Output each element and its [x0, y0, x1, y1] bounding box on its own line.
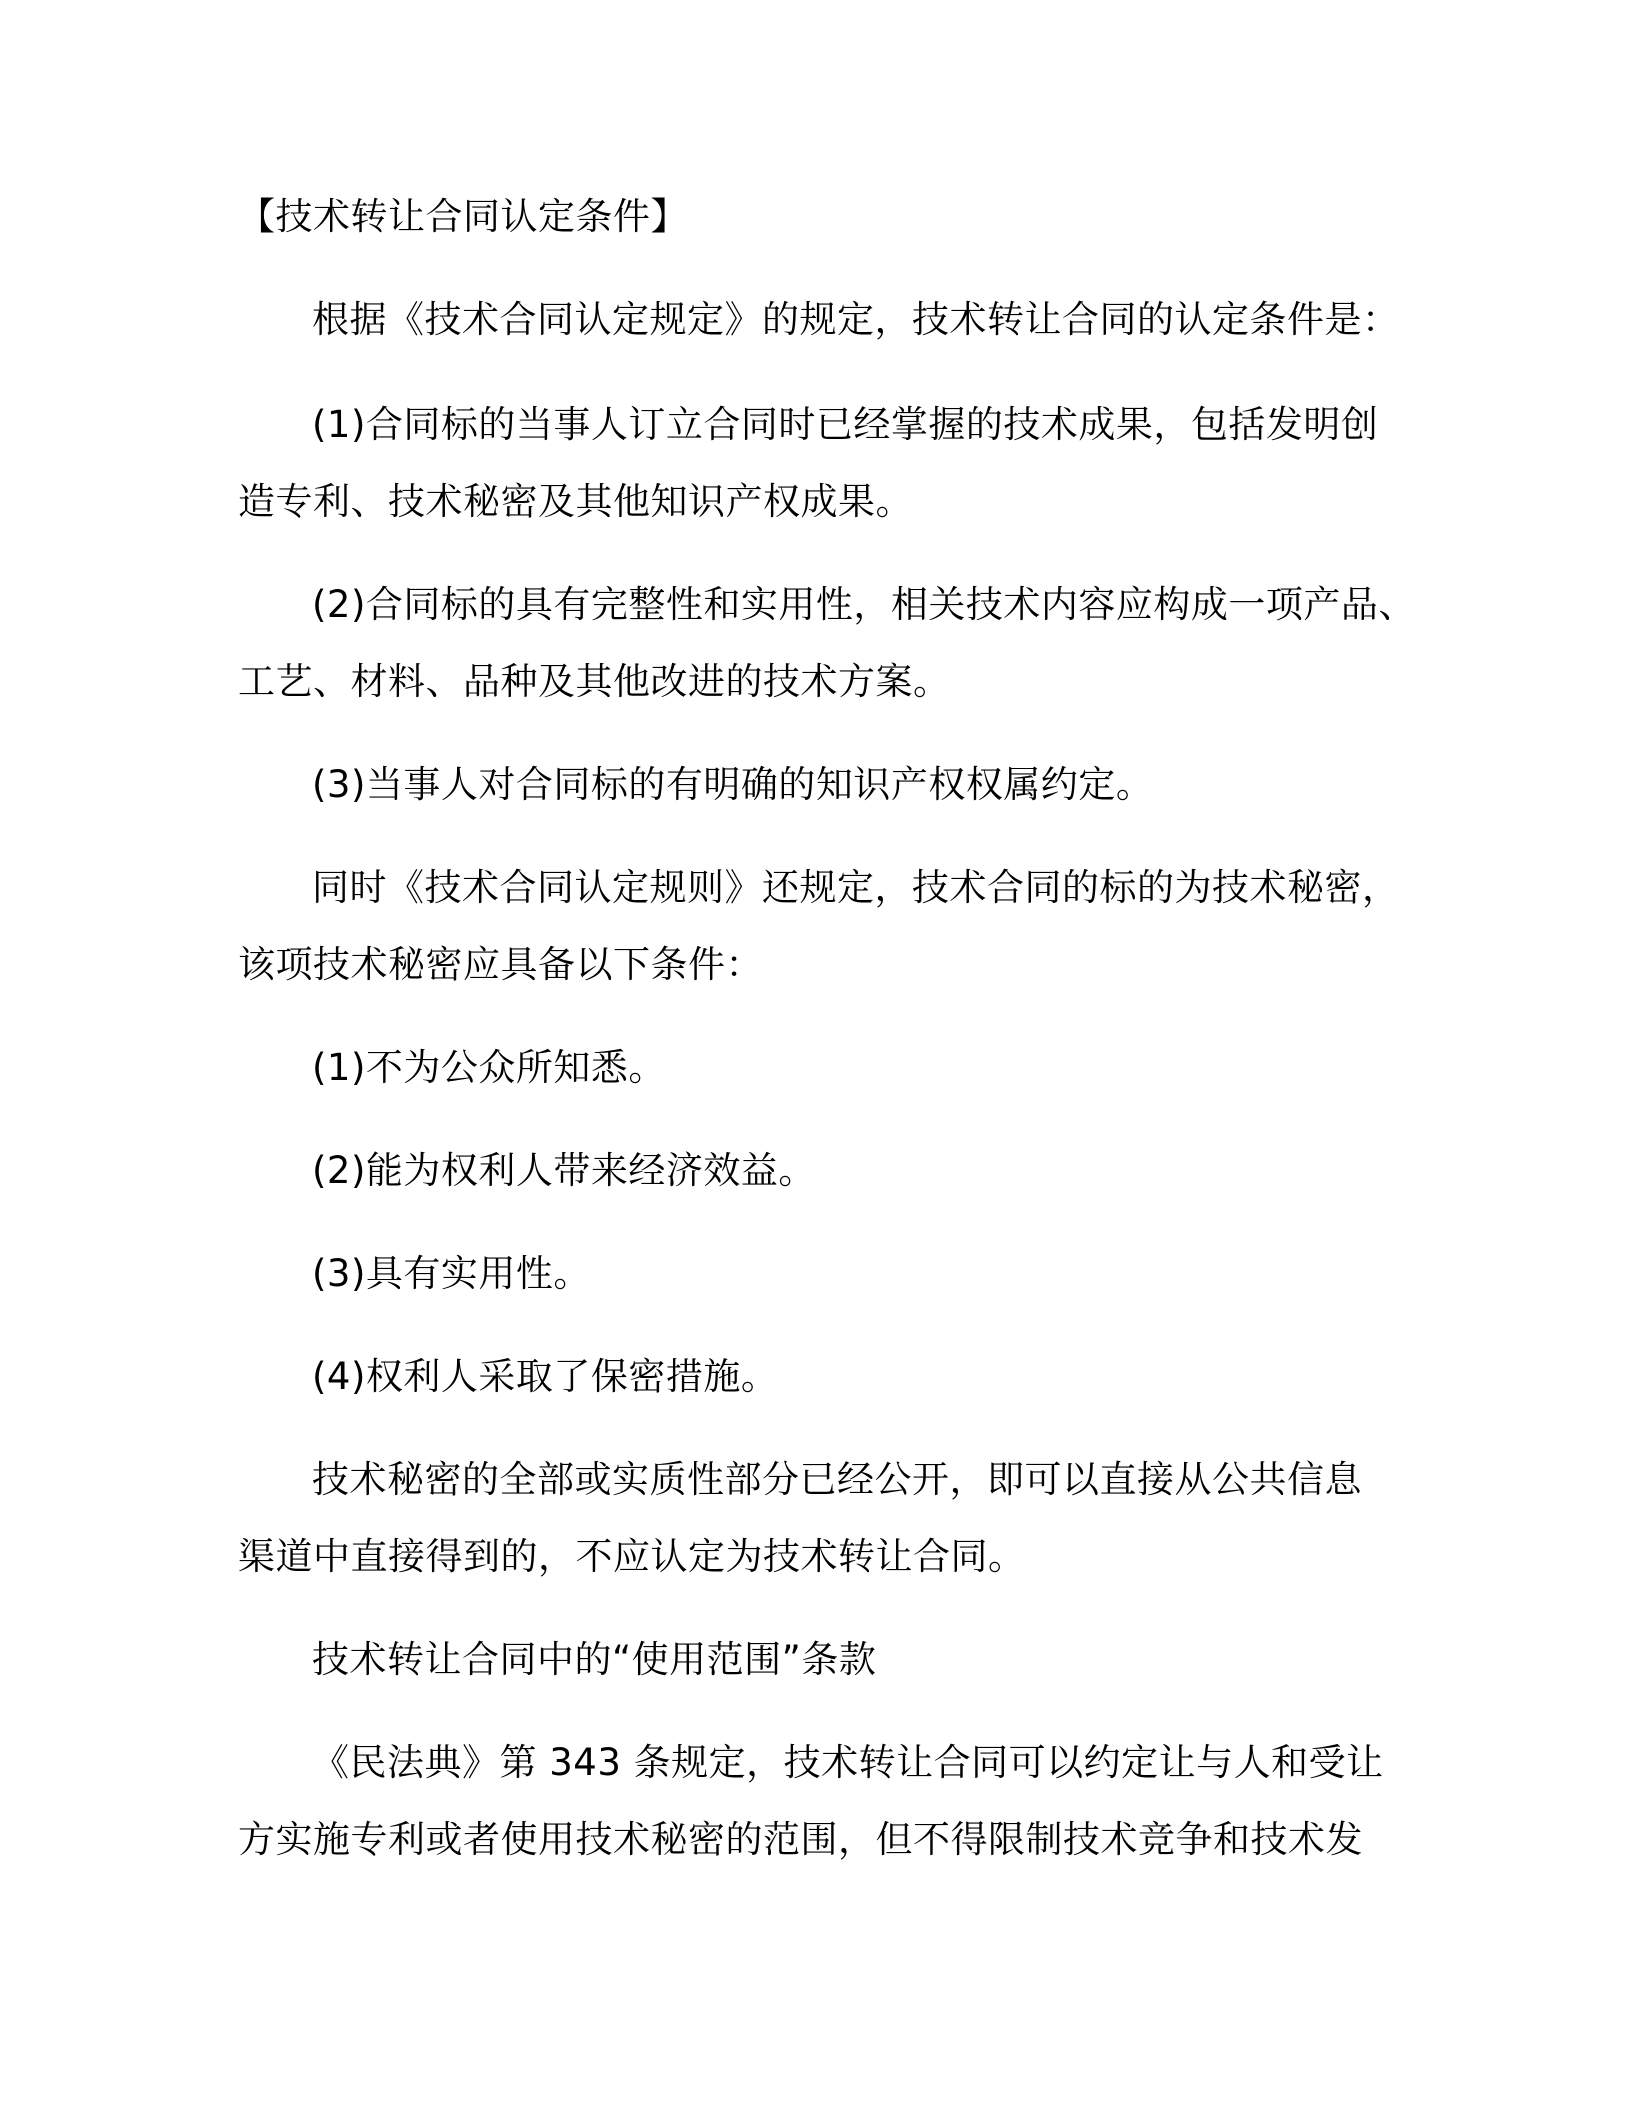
paragraph-line: 同时《技术合同认定规则》还规定，技术合同的标的为技术秘密， — [312, 866, 1400, 909]
paragraph-line: 渠道中直接得到的，不应认定为技术转让合同。 — [238, 1535, 1026, 1578]
paragraph-line: (2)能为权利人带来经济效益。 — [312, 1149, 816, 1192]
paragraph-line: 该项技术秘密应具备以下条件： — [238, 943, 763, 986]
paragraph-line: 方实施专利或者使用技术秘密的范围，但不得限制技术竞争和技术发 — [238, 1818, 1363, 1861]
paragraph-line: (3)具有实用性。 — [312, 1252, 591, 1295]
paragraph-line: 《民法典》第 343 条规定，技术转让合同可以约定让与人和受让 — [312, 1741, 1384, 1784]
paragraph-line: 技术秘密的全部或实质性部分已经公开，即可以直接从公共信息 — [312, 1458, 1362, 1501]
paragraph-line: (3)当事人对合同标的有明确的知识产权权属约定。 — [312, 763, 1154, 806]
paragraph-line: (1)不为公众所知悉。 — [312, 1046, 666, 1089]
paragraph-line: (4)权利人采取了保密措施。 — [312, 1355, 779, 1398]
paragraph-line: 造专利、技术秘密及其他知识产权成果。 — [238, 480, 913, 523]
paragraph-line: (1)合同标的当事人订立合同时已经掌握的技术成果，包括发明创 — [312, 403, 1379, 446]
paragraph-line: 技术转让合同中的“使用范围”条款 — [312, 1638, 877, 1681]
paragraph-line: 根据《技术合同认定规定》的规定，技术转让合同的认定条件是： — [312, 298, 1400, 341]
heading: 【技术转让合同认定条件】 — [238, 195, 688, 238]
paragraph-line: 工艺、材料、品种及其他改进的技术方案。 — [238, 660, 951, 703]
paragraph-line: (2)合同标的具有完整性和实用性，相关技术内容应构成一项产品、 — [312, 583, 1416, 626]
